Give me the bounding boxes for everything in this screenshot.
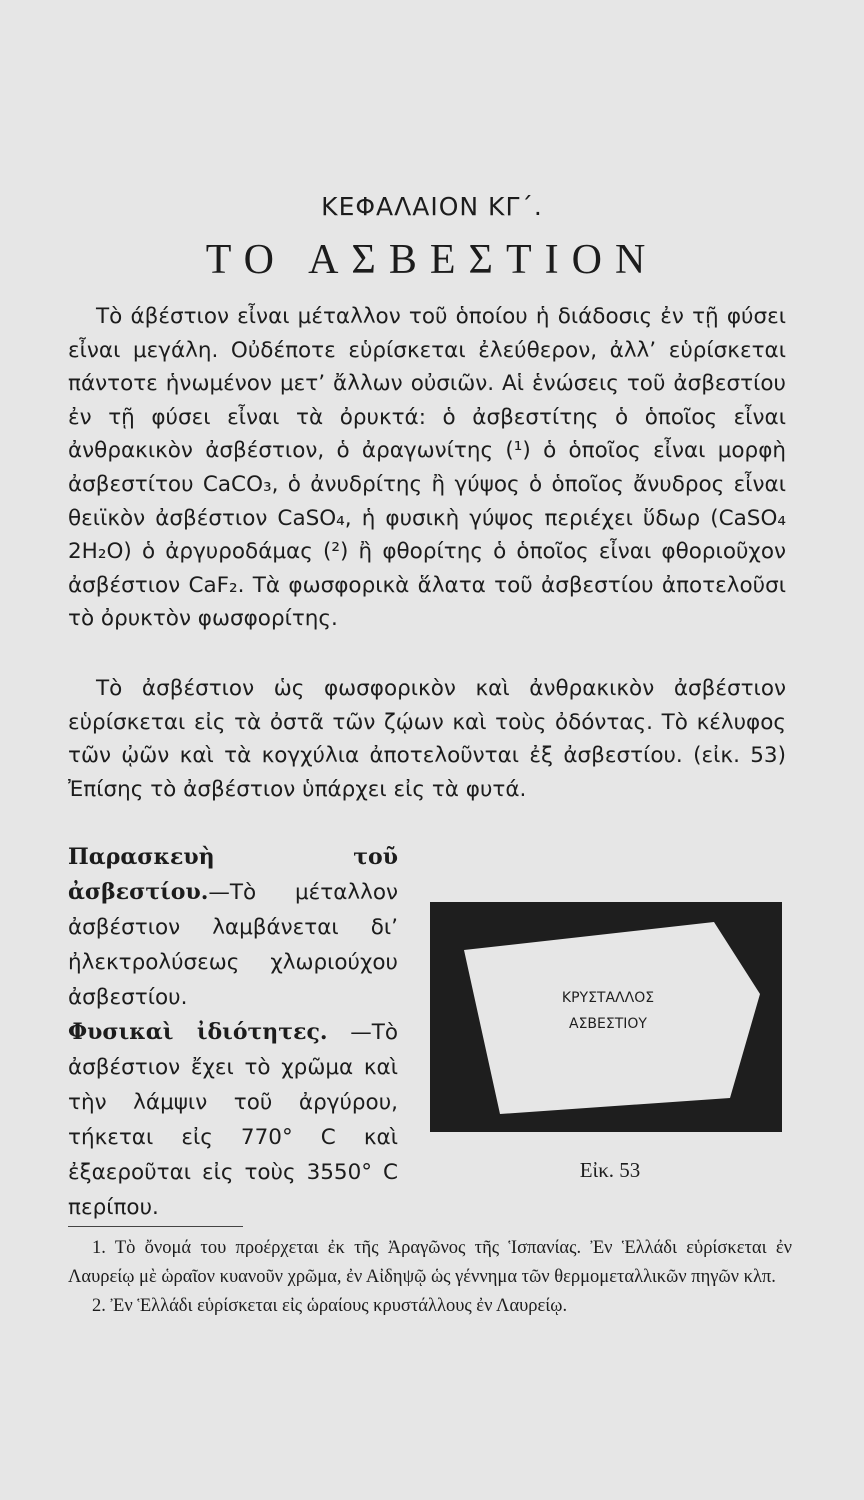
- occurrence-paragraph-block: [68, 672, 786, 806]
- paragraph-1: Τὸ άβέστιον εἶναι μέταλλον τοῦ ὁποίου ἡ διάδοσις ἐν τῇ φύσει εἶναι μεγάλη. Οὐδέποτε εὑρίσκεται ἐλεύθερον, ἀλλ’ εὑρίσκεται πάντοτε ἡνωμένον μετ’ ἄλλων οὐσιῶν. Αἱ ἑνώσεις τοῦ ἀσβεστίου ἐν τῇ φύσει εἶναι τὰ ὀρυκτά: ὁ ἀσβεστίτης ὁ ὁποῖος εἶναι ἀνθρακικὸν ἀσβέστιον, ὁ ἀραγωνίτης (¹) ὁ ὁποῖος εἶναι μορφὴ ἀσβεστίτου CaCO₃, ὁ ἀνυδρίτης ἢ γύψος ὁ ὁποῖος ἄνυδρος εἶναι θειϊκὸν ἀσβέστιον CaSO₄, ἡ φυσικὴ γύψος περιέχει ὕδωρ (CaSO₄ 2H₂O) ὁ ἀργυροδάμας (²) ἢ φθορίτης ὁ ὁποῖος εἶναι φθοριοῦχον ἀσβέστιον CaF₂. Τὰ φωσφορικὰ ἅλατα τοῦ ἀσβεστίου ἀποτελοῦσι τὸ ὀρυκτὸν φωσφορίτης.: [68, 304, 786, 632]
- crystal-illustration: [430, 902, 782, 1132]
- crystal-label-line1: ΚΡΥΣΤΑΛΛΟΣ: [561, 990, 655, 1006]
- preparation-section: [68, 840, 398, 1015]
- preparation-text: —Τὸ μέταλλον ἀσβέστιον λαμβάνεται δι’ ἠλεκτρολύσεως χλωριούχου ἀσβεστίου.: [68, 880, 398, 1010]
- preparation-heading: Παρασκευὴ τοῦ ἀσβεστίου.: [68, 844, 398, 905]
- footnotes: [68, 1234, 792, 1321]
- properties-text: —Τὸ ἀσβέστιον ἔχει τὸ χρῶμα καὶ τὴν λάμψιν τοῦ ἀργύρου, τήκεται εἰς 770° C καὶ ἐξαεροῦται εἰς τοὺς 3550° C περίπου.: [68, 1020, 398, 1220]
- properties-section: [68, 1015, 398, 1225]
- paragraph-2: Τὸ ἀσβέστιον ὡς φωσφορικὸν καὶ ἀνθρακικὸν ἀσβέστιον εὑρίσκεται εἰς τὰ ὀστᾶ τῶν ζῴων καὶ τοὺς ὀδόντας. Τὸ κέλυφος τῶν ᾠῶν καὶ τὰ κογχύλια ἀποτελοῦνται ἐξ ἀσβεστίου. (εἰκ. 53) Ἐπίσης τὸ ἀσβέστιον ὑπάρχει εἰς τὰ φυτά.: [68, 676, 786, 802]
- footnote-2: 2. Ἐν Ἑλλάδι εὑρίσκεται εἰς ὡραίους κρυστάλλους ἐν Λαυρείῳ.: [92, 1296, 568, 1316]
- chapter-heading: ΚΕΦΑΛΑΙΟΝ ΚΓ΄.: [321, 192, 543, 221]
- intro-paragraph-block: [68, 300, 786, 636]
- footnote-divider: [68, 1226, 243, 1227]
- sections-column: [68, 840, 398, 1225]
- figure-caption: Εἰκ. 53: [579, 1158, 641, 1182]
- crystal-label-line2: ΑΣΒΕΣΤΙΟΥ: [569, 1016, 647, 1032]
- properties-heading: Φυσικαὶ ἰδιότητες.: [68, 1019, 328, 1045]
- page-title: ΤΟ ΑΣΒΕΣΤΙΟΝ: [205, 237, 659, 283]
- crystal-figure: [430, 902, 782, 1132]
- footnote-1: 1. Τὸ ὄνομά του προέρχεται ἐκ τῆς Ἀραγῶνος τῆς Ἱσπανίας. Ἐν Ἑλλάδι εὑρίσκεται ἐν Λαυρείῳ μὲ ὡραῖον κυανοῦν χρῶμα, ἐν Αἰδηψῷ ὡς γέννημα τῶν θερμομεταλλικῶν πηγῶν κλπ.: [68, 1238, 792, 1287]
